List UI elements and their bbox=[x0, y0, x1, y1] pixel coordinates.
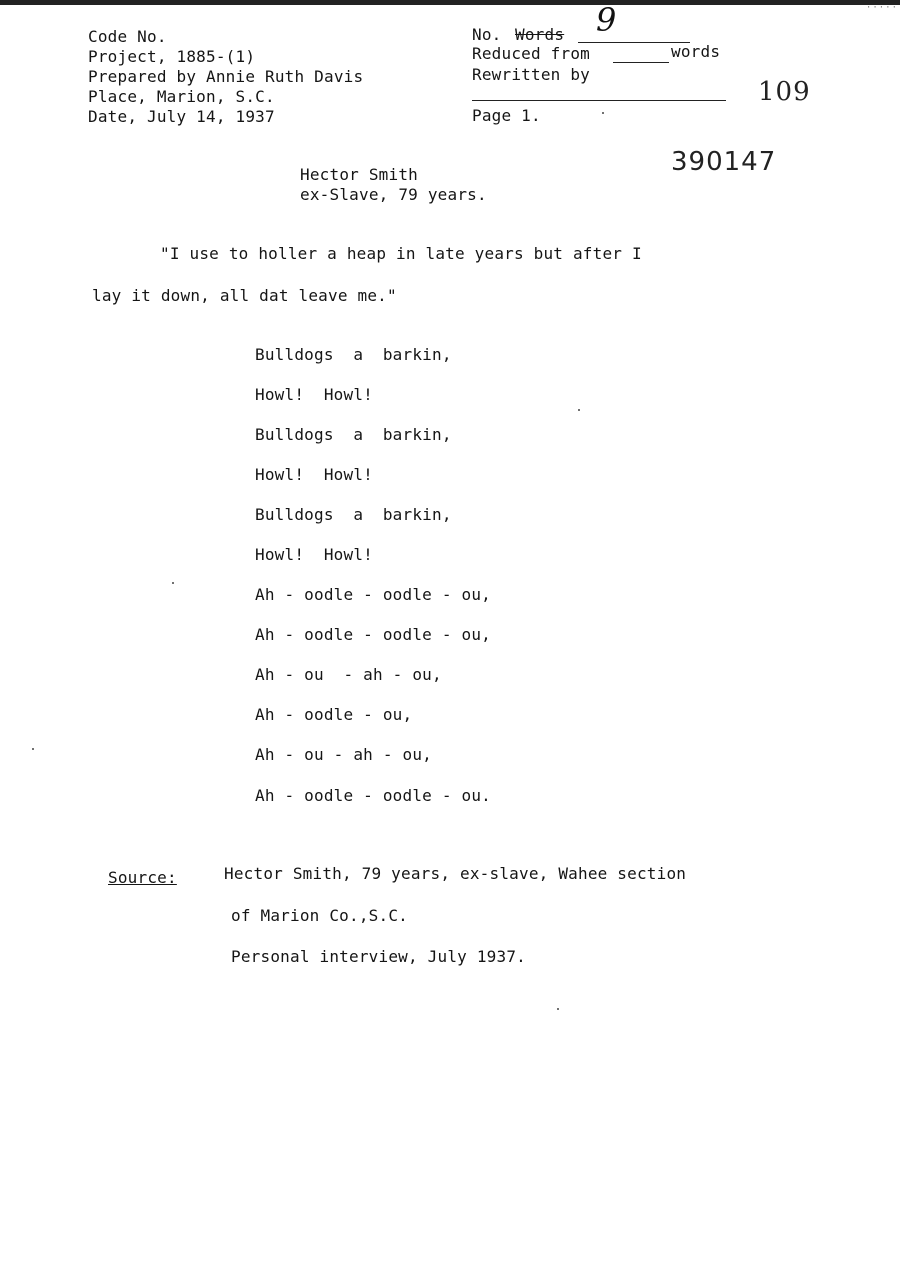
song-line: Ah - ou - ah - ou, bbox=[255, 665, 442, 684]
subject-description: ex-Slave, 79 years. bbox=[300, 185, 487, 204]
page-label: Page 1. bbox=[472, 106, 541, 125]
song-line: Bulldogs a barkin, bbox=[255, 425, 452, 444]
project-number: Project, 1885-(1) bbox=[88, 47, 256, 66]
source-label: Source: bbox=[108, 868, 177, 887]
rewritten-by-line bbox=[472, 100, 726, 101]
song-line: Ah - oodle - oodle - ou. bbox=[255, 786, 491, 805]
song-line: Bulldogs a barkin, bbox=[255, 345, 452, 364]
scan-speck bbox=[578, 409, 580, 411]
quote-line-2: lay it down, all dat leave me." bbox=[92, 286, 397, 305]
prepared-by: Prepared by Annie Ruth Davis bbox=[88, 67, 364, 86]
song-line: Ah - ou - ah - ou, bbox=[255, 745, 432, 764]
source-line-2: of Marion Co.,S.C. bbox=[231, 906, 408, 925]
words-struck: Words bbox=[515, 25, 565, 44]
scan-speck bbox=[557, 1008, 559, 1010]
source-line-1: Hector Smith, 79 years, ex-slave, Wahee section bbox=[224, 864, 687, 883]
song-line: Howl! Howl! bbox=[255, 465, 373, 484]
page-number: 109 bbox=[758, 77, 811, 107]
reduced-from-words: words bbox=[671, 42, 721, 61]
song-line: Bulldogs a barkin, bbox=[255, 505, 452, 524]
reduced-from-label: Reduced from bbox=[472, 44, 590, 63]
code-number: Code No. bbox=[88, 27, 167, 46]
song-line: Ah - oodle - ou, bbox=[255, 705, 413, 724]
song-line: Ah - oodle - oodle - ou, bbox=[255, 585, 491, 604]
source-line-3: Personal interview, July 1937. bbox=[231, 947, 526, 966]
no-label: No. bbox=[472, 25, 502, 44]
subject-name: Hector Smith bbox=[300, 165, 418, 184]
song-line: Howl! Howl! bbox=[255, 385, 373, 404]
edge-mark: ····· bbox=[865, 3, 898, 13]
rewritten-by: Rewritten by bbox=[472, 65, 590, 84]
song-line: Ah - oodle - oodle - ou, bbox=[255, 625, 491, 644]
reduced-from-blank-line bbox=[613, 62, 669, 63]
scan-speck bbox=[32, 748, 34, 750]
stamp-number: 390147 bbox=[671, 147, 777, 177]
place: Place, Marion, S.C. bbox=[88, 87, 275, 106]
top-border-line bbox=[0, 0, 900, 5]
song-line: Howl! Howl! bbox=[255, 545, 373, 564]
quote-line-1: "I use to holler a heap in late years but after I bbox=[160, 244, 642, 263]
scan-speck bbox=[172, 582, 174, 584]
date: Date, July 14, 1937 bbox=[88, 107, 275, 126]
handwritten-number: 9 bbox=[596, 1, 617, 39]
scan-speck bbox=[602, 112, 604, 114]
